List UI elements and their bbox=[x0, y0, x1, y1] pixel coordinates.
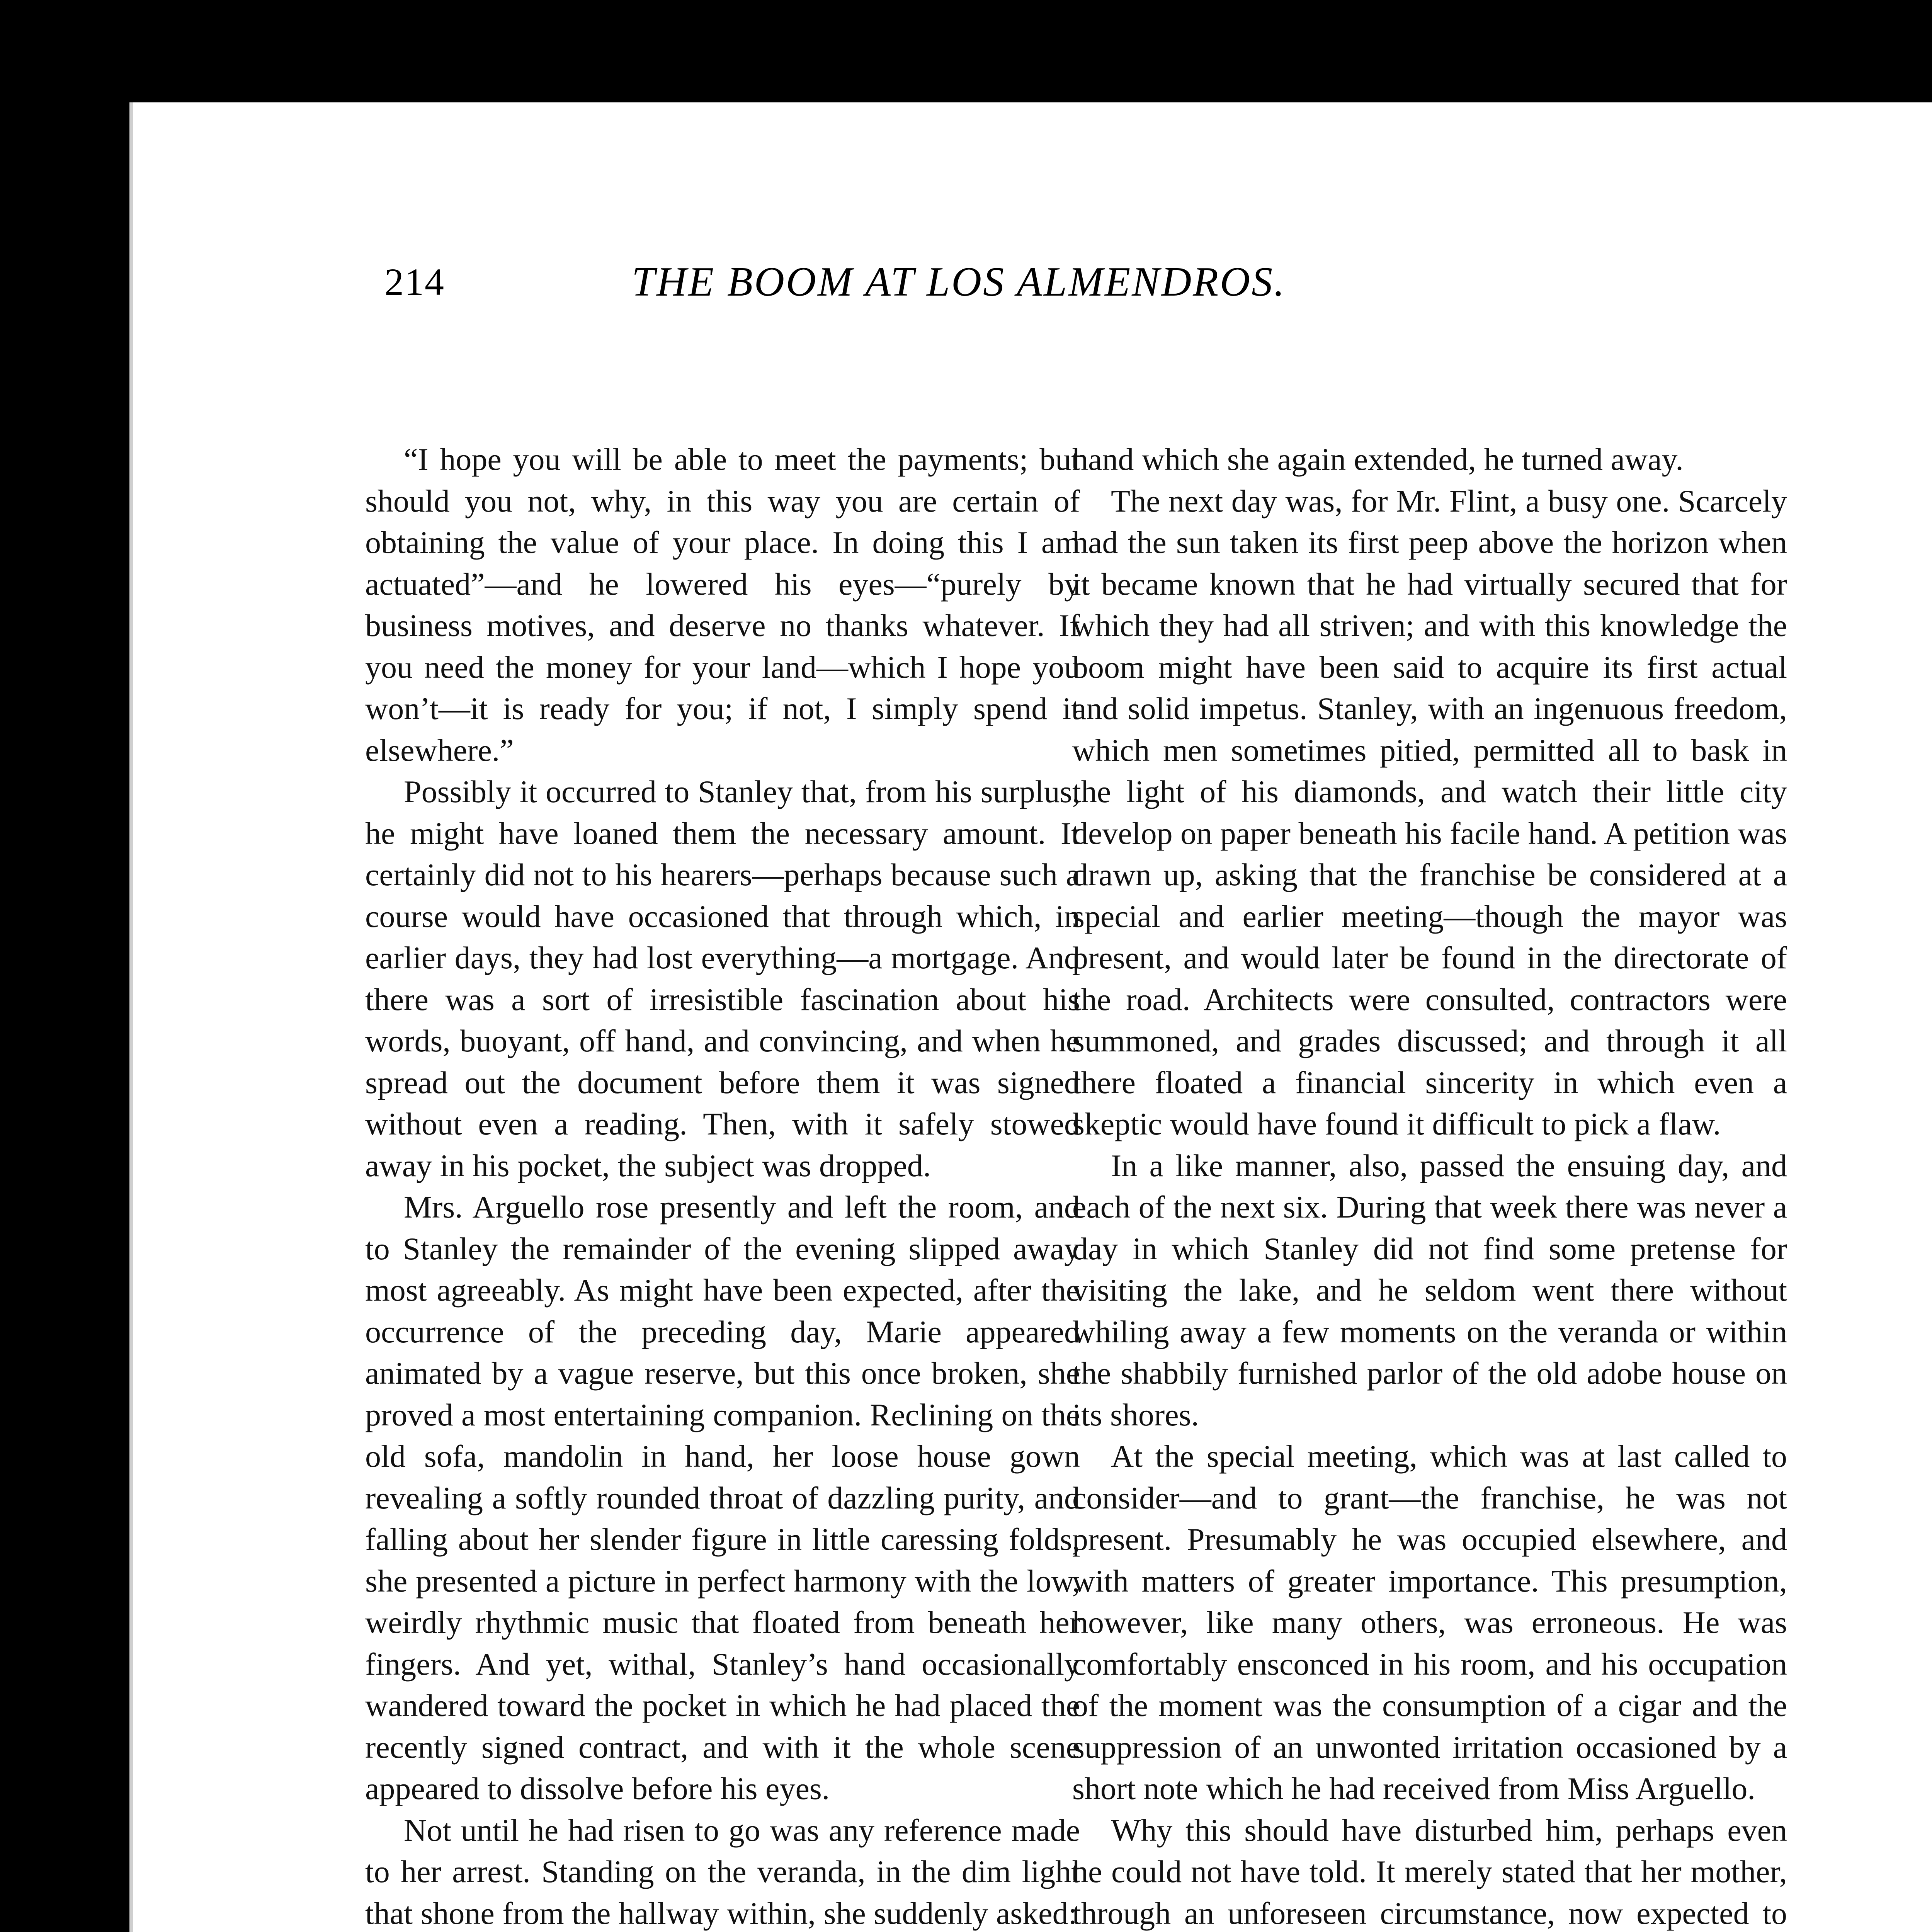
paragraph: The next day was, for Mr. Flint, a busy one. Scarcely had the sun taken its first peep above the horizon when it became known that he had virtually secured that for which they had all striven; and with this knowledge the boom might have been said to acquire its first actual and solid impetus. Stanley, with an ingenuous freedom, which men sometimes pitied, permitted all to bask in the light of his diamonds, and watch their little city develop on paper beneath his facile hand. A petition was drawn up, asking that the franchise be considered at a special and earlier meeting—though the mayor was present, and would later be found in the directorate of the road. Architects were consulted, contractors were summoned, and grades discussed; and through it all there floated a financial sincerity in which even a skeptic would have found it difficult to pick a flaw. bbox=[1072, 483, 1787, 1141]
right-column bbox=[1072, 439, 1787, 1932]
paragraph: Possibly it occurred to Stanley that, from his surplus, he might have loaned them the necessary amount. It certainly did not to his hearers—perhaps because such a course would have occasioned that through which, in earlier days, they had lost everything—a mortgage. And there was a sort of irresistible fascination about his words, buoyant, off hand, and convincing, and when he spread out the document before them it was signed without even a reading. Then, with it safely stowed away in his pocket, the subject was dropped. bbox=[365, 774, 1080, 1183]
paragraph: Mrs. Arguello rose presently and left the room, and to Stanley the remainder of the evening slipped away most agreeably. As might have been expected, after the occurrence of the preceding day, Marie appeared animated by a vague reserve, but this once broken, she proved a most entertaining companion. Reclining on the old sofa, mandolin in hand, her loose house gown revealing a softly rounded throat of dazzling purity, and falling about her slender figure in little caressing folds, she presented a picture in perfect harmony with the low, weirdly rhythmic music that floated from beneath her fingers. And yet, withal, Stanley’s hand occasionally wandered toward the pocket in which he had placed the recently signed contract, and with it the whole scene appeared to dissolve before his eyes. bbox=[365, 1189, 1080, 1806]
page-number: 214 bbox=[384, 260, 445, 303]
left-column bbox=[365, 439, 1080, 1932]
paragraph: “I hope you will be able to meet the payments; but should you not, why, in this way you are certain of obtaining the value of your place. In doing this I am actuated”—and he lowered his eyes—“purely by business motives, and deserve no thanks whatever. If you need the money for your land—which I hope you won’t—it is ready for you; if not, I simply spend it elsewhere.” bbox=[365, 442, 1080, 768]
paragraph-continued: hand which she again extended, he turned away. bbox=[1072, 442, 1684, 477]
running-head bbox=[133, 249, 1932, 315]
paragraph: At the special meeting, which was at last called to consider—and to grant—the franchise, he was not present. Presumably he was occupied elsewhere, and with matters of greater importance. This presumption, however, like many others, was erroneous. He was comfortably ensconced in his room, and his occupation of the moment was the consumption of a cigar and the suppression of an unwonted irritation occasioned by a short note which he had received from Miss Arguello. bbox=[1072, 1439, 1787, 1806]
paragraph: In a like manner, also, passed the ensuing day, and each of the next six. During that week there was never a day in which Stanley did not find some pretense for visiting the lake, and he seldom went there without whiling away a few moments on the veranda or within the shabbily furnished parlor of the old adobe house on its shores. bbox=[1072, 1148, 1787, 1432]
book-page bbox=[129, 102, 1932, 1932]
page-title: THE BOOM AT LOS ALMENDROS. bbox=[632, 259, 1286, 305]
paragraph: Not until he had risen to go was any reference made to her arrest. Standing on the veranda, in the dim light that shone from the hallway within, she suddenly asked: bbox=[365, 1812, 1080, 1931]
paragraph: Why this should have disturbed him, perhaps even he could not have told. It merely stated that her mother, through an unforeseen circumstance, now expected to bbox=[1072, 1812, 1787, 1931]
